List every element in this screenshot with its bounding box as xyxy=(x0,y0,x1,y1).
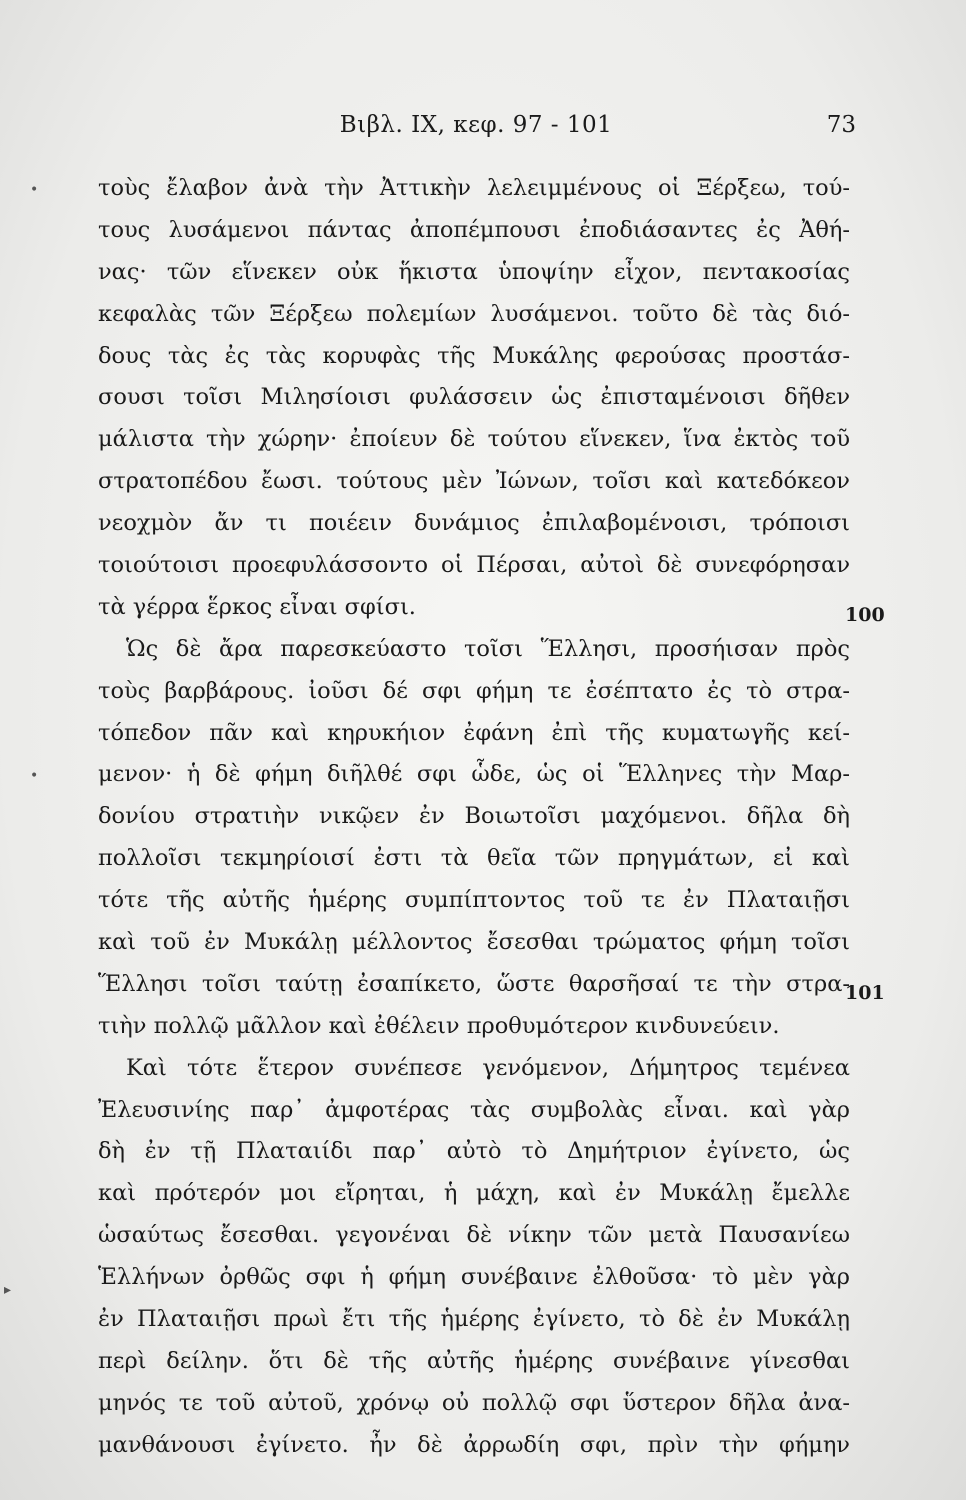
text-line: μηνός τε τοῦ αὐτοῦ, χρόνῳ οὐ πολλῷ σφι ὕστερον δῆλα ἀνα- xyxy=(98,1389,850,1416)
text-line: νεοχμὸν ἄν τι ποιέειν δυνάμιος ἐπιλαβομένοισι, τρόποισι xyxy=(98,510,850,537)
body-text xyxy=(98,168,850,1467)
speck-mark: • xyxy=(30,182,39,198)
text-line: τοιούτοισι προεφυλάσσοντο οἱ Πέρσαι, αὐτοὶ δὲ συνεφόρησαν xyxy=(98,552,850,579)
text-line: Ἐλευσινίης παρ᾽ ἀμφοτέρας τὰς συμβολὰς εἶναι. καὶ γὰρ xyxy=(98,1096,850,1123)
text-line: Ἑλλήνων ὀρθῶς σφι ἡ φήμη συνέβαινε ἐλθοῦσα· τὸ μὲν γὰρ xyxy=(98,1264,850,1291)
text-line: καὶ πρότερόν μοι εἴρηται, ἡ μάχη, καὶ ἐν Μυκάλῃ ἔμελλε xyxy=(98,1180,850,1207)
text-line: ἐν Πλαταιῇσι πρωὶ ἔτι τῆς ἡμέρης ἐγίνετο, τὸ δὲ ἐν Μυκάλῃ xyxy=(98,1306,850,1333)
text-line: νας· τῶν εἵνεκεν οὐκ ἥκιστα ὑποψίην εἶχον, πεντακοσίας xyxy=(98,258,850,285)
text-line: σουσι τοῖσι Μιλησίοισι φυλάσσειν ὡς ἐπισταμένοισι δῆθεν xyxy=(98,384,850,411)
text-line: καὶ τοῦ ἐν Μυκάλῃ μέλλοντος ἔσεσθαι τρώματος φήμη τοῖσι xyxy=(98,929,850,956)
paragraph-start-100: Ὡς δὲ ἄρα παρεσκεύαστο τοῖσι Ἕλλησι, προσήισαν πρὸς xyxy=(126,635,850,662)
text-line: κεφαλὰς τῶν Ξέρξεω πολεμίων λυσάμενοι. τοῦτο δὲ τὰς διό- xyxy=(98,300,850,327)
text-line: τους λυσάμενοι πάντας ἀποπέμπουσι ἐποδιάσαντες ἐς Ἀθή- xyxy=(98,216,850,243)
edge-mark: ▸ xyxy=(4,1282,12,1298)
paragraph-start-101: Καὶ τότε ἕτερον συνέπεσε γενόμενον, Δήμητρος τεμένεα xyxy=(126,1054,850,1081)
text-line: πολλοῖσι τεκμηρίοισί ἐστι τὰ θεῖα τῶν πρηγμάτων, εἰ καὶ xyxy=(98,845,850,872)
running-head: Βιβλ. IX, κεφ. 97 - 101 xyxy=(339,112,613,138)
text-line: μανθάνουσι ἐγίνετο. ἦν δὲ ἀρρωδίη σφι, πρὶν τὴν φήμην xyxy=(98,1431,850,1458)
text-line: δονίου στρατιὴν νικῷεν ἐν Βοιωτοῖσι μαχόμενοι. δῆλα δὴ xyxy=(98,803,850,830)
text-line: τὰ γέρρα ἕρκος εἶναι σφίσι. xyxy=(98,593,416,620)
page-header xyxy=(96,112,856,144)
text-line: τόπεδον πᾶν καὶ κηρυκήιον ἐφάνη ἐπὶ τῆς κυματωγῆς κεί- xyxy=(98,719,850,746)
text-line: δὴ ἐν τῇ Πλαταιίδι παρ᾽ αὐτὸ τὸ Δημήτριον ἐγίνετο, ὡς xyxy=(98,1138,850,1165)
text-line: τότε τῆς αὐτῆς ἡμέρης συμπίπτοντος τοῦ τε ἐν Πλαταιῇσι xyxy=(98,887,850,914)
text-line: Ἕλλησι τοῖσι ταύτῃ ἐσαπίκετο, ὥστε θαρσῆσαί τε τὴν στρα- xyxy=(98,970,850,997)
text-line: μάλιστα τὴν χώρην· ἐποίευν δὲ τούτου εἵνεκεν, ἵνα ἐκτὸς τοῦ xyxy=(98,426,850,453)
chapter-number-100: 100 xyxy=(845,604,885,626)
text-line: τιὴν πολλῷ μᾶλλον καὶ ἐθέλειν προθυμότερον κινδυνεύειν. xyxy=(98,1012,780,1039)
text-line: δους τὰς ἐς τὰς κορυφὰς τῆς Μυκάλης φερούσας προστάσ- xyxy=(98,342,850,369)
page-number: 73 xyxy=(826,112,856,138)
text-line: μενον· ἡ δὲ φήμη διῆλθέ σφι ὧδε, ὡς οἱ Ἕλληνες τὴν Μαρ- xyxy=(98,761,850,788)
chapter-number-101: 101 xyxy=(845,982,885,1004)
speck-mark: • xyxy=(30,768,39,784)
text-line: τοὺς βαρβάρους. ἰοῦσι δέ σφι φήμη τε ἐσέπτατο ἐς τὸ στρα- xyxy=(98,677,850,704)
text-line: τοὺς ἔλαβον ἀνὰ τὴν Ἀττικὴν λελειμμένους οἱ Ξέρξεω, τού- xyxy=(98,175,850,201)
text-line: ὡσαύτως ἔσεσθαι. γεγονέναι δὲ νίκην τῶν μετὰ Παυσανίεω xyxy=(98,1222,850,1249)
text-line: περὶ δείλην. ὅτι δὲ τῆς αὐτῆς ἡμέρης συνέβαινε γίνεσθαι xyxy=(98,1347,850,1374)
text-line: στρατοπέδου ἔωσι. τούτους μὲν Ἰώνων, τοῖσι καὶ κατεδόκεον xyxy=(98,468,850,495)
